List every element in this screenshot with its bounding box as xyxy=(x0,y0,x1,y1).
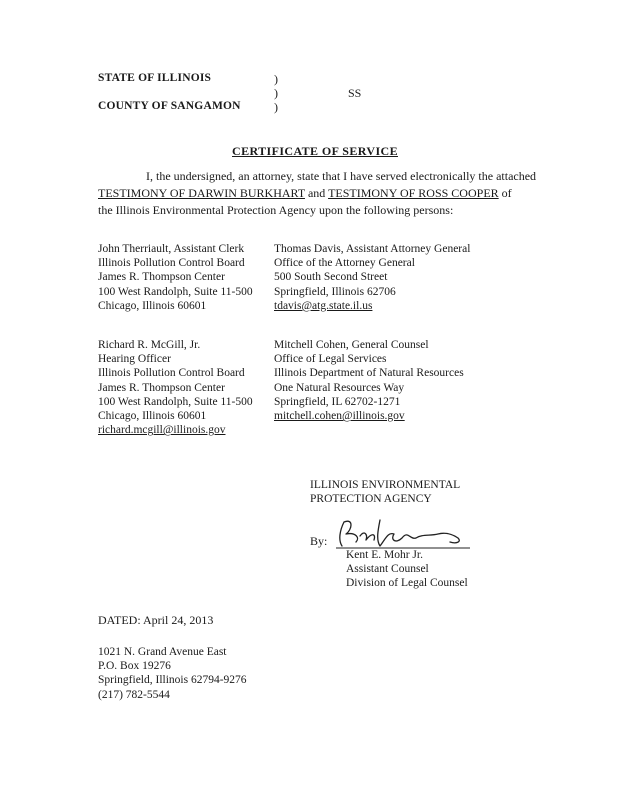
recipient-cohen xyxy=(274,338,464,423)
address-line: Springfield, Illinois 62794-9276 xyxy=(98,674,247,687)
signer-title: Assistant Counsel xyxy=(346,563,429,576)
recipient-line: Mitchell Cohen, General Counsel xyxy=(274,339,429,351)
date-line: DATED: April 24, 2013 xyxy=(98,613,214,627)
recipient-line: 100 West Randolph, Suite 11-500 xyxy=(98,285,253,298)
recipient-line: Hearing Officer xyxy=(98,353,171,366)
recipient-line: John Therriault, Assistant Clerk xyxy=(98,243,245,255)
recipient-line: Office of Legal Services xyxy=(274,353,387,366)
body-line-2 xyxy=(98,185,512,202)
recipient-line: Chicago, Illinois 60601 xyxy=(98,299,207,312)
recipient-line: Springfield, IL 62702-1271 xyxy=(274,395,401,408)
body-line-3: the Illinois Environmental Protection Agency upon the following persons: xyxy=(98,203,454,217)
address-line: P.O. Box 19276 xyxy=(98,660,171,673)
email-link[interactable]: richard.mcgill@illinois.gov xyxy=(98,424,226,437)
recipient-line: James R. Thompson Center xyxy=(98,271,225,284)
recipient-line: Illinois Department of Natural Resources xyxy=(274,367,464,380)
handwritten-signature xyxy=(330,512,478,552)
recipient-line: Thomas Davis, Assistant Attorney General xyxy=(274,243,471,255)
signer-name: Kent E. Mohr Jr. xyxy=(346,549,423,561)
recipient-line: Illinois Pollution Control Board xyxy=(98,367,245,380)
conjunction: and xyxy=(304,186,329,200)
body-line-1: I, the undersigned, an attorney, state that I have served electronically the attached xyxy=(146,169,537,183)
recipient-line: Illinois Pollution Control Board xyxy=(98,257,245,270)
recipient-davis xyxy=(274,242,470,313)
testimony-burkhart: TESTIMONY OF DARWIN BURKHART xyxy=(98,186,305,200)
signer-division: Division of Legal Counsel xyxy=(346,577,468,590)
testimony-cooper: TESTIMONY OF ROSS COOPER xyxy=(328,186,499,200)
recipient-line: 500 South Second Street xyxy=(274,271,388,284)
county-caption: COUNTY OF SANGAMON xyxy=(98,100,241,112)
caption-paren: ) xyxy=(274,72,278,86)
recipient-line: Chicago, Illinois 60601 xyxy=(98,410,207,423)
agency-name xyxy=(310,478,460,506)
caption-paren: ) xyxy=(274,100,278,114)
recipient-line: 100 West Randolph, Suite 11-500 xyxy=(98,395,253,408)
of-text: of xyxy=(498,186,512,200)
signer-block xyxy=(346,548,468,591)
caption-paren: ) xyxy=(274,86,278,100)
agency-line: PROTECTION AGENCY xyxy=(310,493,432,506)
address-line: (217) 782-5544 xyxy=(98,688,170,701)
recipient-line: Springfield, Illinois 62706 xyxy=(274,285,396,298)
state-caption: STATE OF ILLINOIS xyxy=(98,72,212,84)
email-link[interactable]: mitchell.cohen@illinois.gov xyxy=(274,410,405,423)
email-link[interactable]: tdavis@atg.state.il.us xyxy=(274,299,373,312)
recipient-line: James R. Thompson Center xyxy=(98,381,225,394)
ss-label: SS xyxy=(348,86,362,100)
recipient-mcgill xyxy=(98,338,253,437)
office-address xyxy=(98,645,247,702)
document-title: CERTIFICATE OF SERVICE xyxy=(232,144,398,158)
agency-line: ILLINOIS ENVIRONMENTAL xyxy=(310,479,461,491)
recipient-therriault xyxy=(98,242,253,313)
recipient-line: One Natural Resources Way xyxy=(274,381,405,394)
by-label: By: xyxy=(310,534,328,548)
recipient-line: Office of the Attorney General xyxy=(274,257,415,270)
address-line: 1021 N. Grand Avenue East xyxy=(98,646,227,658)
recipient-line: Richard R. McGill, Jr. xyxy=(98,339,201,351)
